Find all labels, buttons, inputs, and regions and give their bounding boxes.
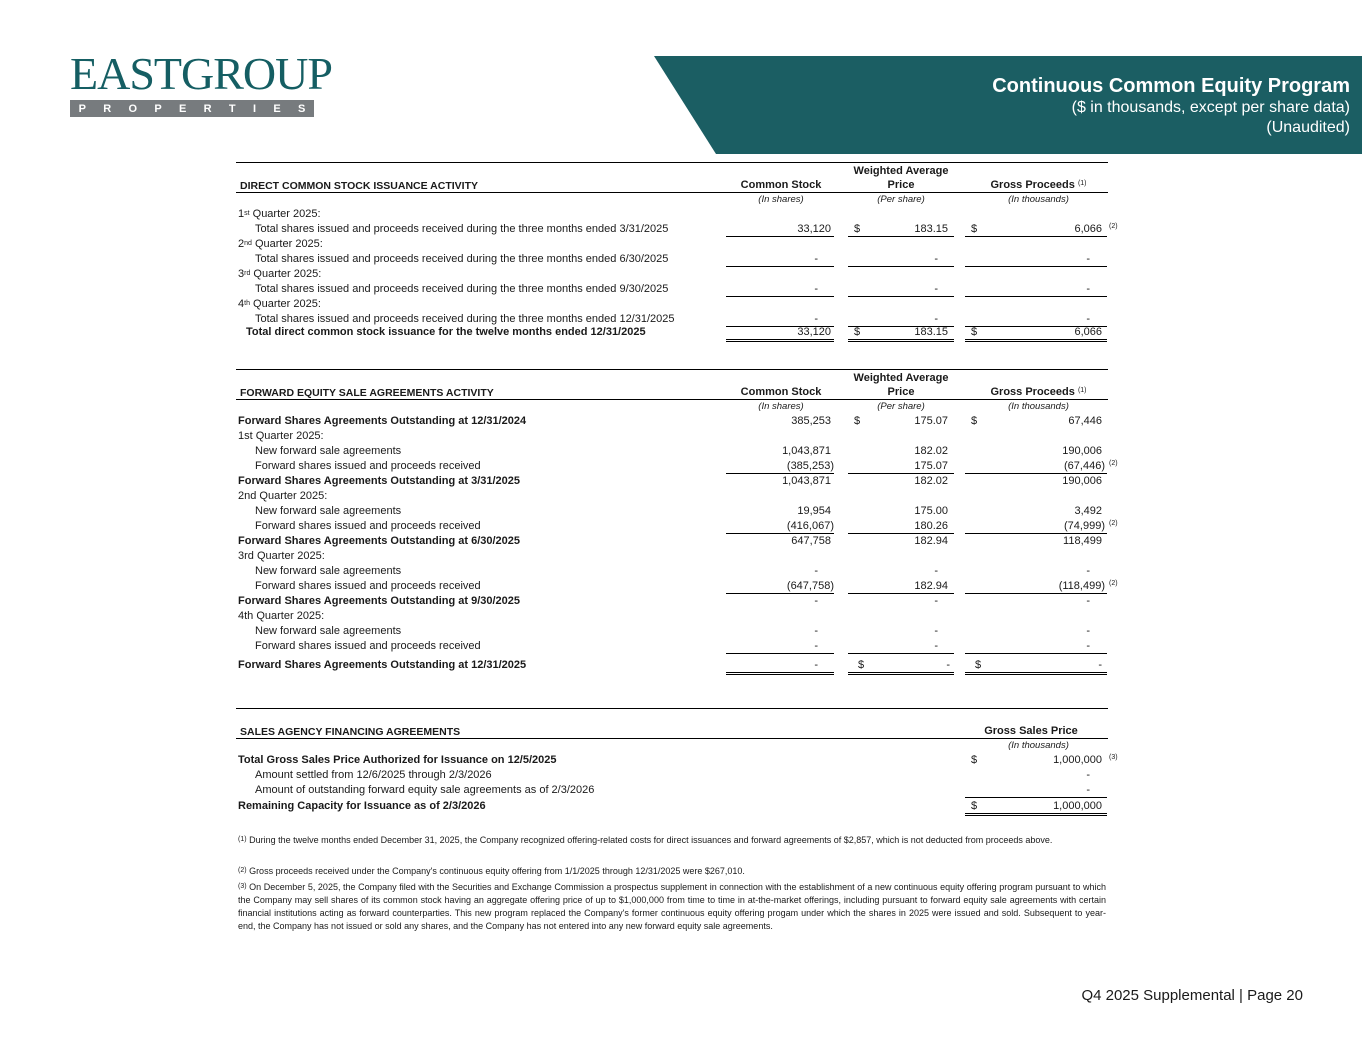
sales-agency-table xyxy=(236,708,1118,814)
table-row: New forward sale agreements - - - xyxy=(255,625,1090,637)
q2-heading: 2nd Quarter 2025: xyxy=(238,238,323,250)
col-weighted-price: Weighted Average Price xyxy=(853,372,949,398)
table-row: Remaining Capacity for Issuance as of 2/3/2026 $ 1,000,000 xyxy=(236,799,1108,814)
logo-letter: R xyxy=(103,102,112,115)
page-title: Continuous Common Equity Program xyxy=(992,75,1350,97)
unit-shares: (In shares) xyxy=(758,401,804,412)
unit-per-share: (Per share) xyxy=(877,401,925,412)
q1-heading: 1st Quarter 2025: xyxy=(238,208,321,220)
direct-issuance-table xyxy=(236,162,1118,340)
table-row: Forward shares issued and proceeds received (647,758) 182.94 (118,499) (2) xyxy=(255,580,1118,592)
logo-letter: S xyxy=(297,102,306,115)
page-footer: Q4 2025 Supplemental | Page 20 xyxy=(1081,987,1303,1004)
logo-wordmark: EASTGROUP xyxy=(70,48,332,99)
unit-thousands: (In thousands) xyxy=(1008,194,1069,205)
quarter-heading: 4th Quarter 2025: xyxy=(238,610,325,622)
forward-table-title: FORWARD EQUITY SALE AGREEMENTS ACTIVITY xyxy=(240,387,494,399)
unit-thousands: (In thousands) xyxy=(1008,401,1069,412)
logo-subtitle-bar xyxy=(70,100,314,117)
table-row: Total shares issued and proceeds received during the three months ended 9/30/2025 - - - xyxy=(236,282,1108,297)
footnote-2: $^{(2)}$ Gross proceeds received under the Company's continuous equity offering from 1/1/2025 through 12/31/2025 were $267,010. xyxy=(238,866,745,876)
footnote-1: $^{(1)}$ During the twelve months ended December 31, 2025, the Company recognized offering-related costs for direct issuances and forward agreements of $2,857, which is not deducted from proceeds above. xyxy=(238,835,1053,845)
table-row: Amount settled from 12/6/2025 through 2/3/2026 - xyxy=(255,769,1090,781)
unaudited-label: (Unaudited) xyxy=(1266,119,1350,136)
logo-letter: E xyxy=(179,102,187,115)
unit-per-share: (Per share) xyxy=(877,194,925,205)
direct-total-row: Total direct common stock issuance for the twelve months ended 12/31/2025 33,120 $ 183.15 $ 6,066 xyxy=(236,325,1108,340)
col-weighted-price: Weighted Average Price xyxy=(853,165,949,191)
col-gross-proceeds: Gross Proceeds $^{(1)}$ xyxy=(990,179,1087,191)
logo-letter: I xyxy=(252,102,257,115)
q4-heading: 4th Quarter 2025: xyxy=(238,298,321,310)
col-gross-proceeds: Gross Proceeds $^{(1)}$ xyxy=(990,386,1087,398)
forward-rows xyxy=(236,414,1118,654)
footnote-3: $^{(3)}$ On December 5, 2025, the Company filed with the Securities and Exchange Commission a prospectus supplement in connection with the establishment of a new continuous equity offering program pursuant to which the Company may sell shares of its common stock having an aggregate offering price of up to $1,000,000 from time to time in at-the-market offerings, including pursuant to forward equity sale agreements with certain financial institutions acting as forward counterparties. This new program replaced the Company's former continuous equity offering progam under which the shares in 2025 were issued and sold. Subsequent to year-end, the Company has not issued or sold any shares, and the Company has not entered into any new forward equity sale agreements. xyxy=(238,882,1106,931)
forward-final-row: Forward Shares Agreements Outstanding at 12/31/2025 - $ - $ - xyxy=(236,658,1108,673)
table-row: Forward shares issued and proceeds received (416,067) 180.26 (74,999) (2) xyxy=(255,520,1118,532)
company-logo xyxy=(70,48,332,117)
quarter-heading: 1st Quarter 2025: xyxy=(238,430,324,442)
table-row: New forward sale agreements 1,043,871 182.02 190,006 xyxy=(255,445,1102,457)
table-row: Total Gross Sales Price Authorized for Issuance on 12/5/2025 $ 1,000,000 (3) xyxy=(238,754,1118,766)
table-row: Amount of outstanding forward equity sale agreements as of 2/3/2026 - xyxy=(236,783,1108,798)
table-row: Total shares issued and proceeds received during the three months ended 6/30/2025 - - - xyxy=(236,252,1108,267)
unit-thousands: (In thousands) xyxy=(1008,740,1069,751)
table-row: Total shares issued and proceeds received during the three months ended 3/31/2025 33,120 $ 183.15 $ 6,066 (2) xyxy=(255,223,1118,235)
logo-letter: T xyxy=(228,102,236,115)
logo-letter: P xyxy=(78,102,86,115)
table-row: Forward shares issued and proceeds received - - - xyxy=(236,639,1108,654)
col-gross-sales-price: Gross Sales Price xyxy=(984,725,1078,737)
sales-table-title: SALES AGENCY FINANCING AGREEMENTS xyxy=(240,726,461,738)
page-subtitle: ($ in thousands, except per share data) xyxy=(1071,99,1350,116)
logo-letter: R xyxy=(203,102,212,115)
logo-letter: E xyxy=(273,102,281,115)
logo-letter: P xyxy=(154,102,162,115)
quarter-heading: 3rd Quarter 2025: xyxy=(238,550,325,562)
table-row: Total shares issued and proceeds received during the three months ended 12/31/2025 - - - xyxy=(236,312,1108,327)
table-row: Forward Shares Agreements Outstanding at 12/31/2024 385,253 175.07 67,446 $ $ xyxy=(238,415,1102,427)
table-row: New forward sale agreements 19,954 175.00 3,492 xyxy=(255,505,1102,517)
table-row: Forward Shares Agreements Outstanding at 6/30/2025 647,758 182.94 118,499 xyxy=(238,535,1102,547)
q3-heading: 3rd Quarter 2025: xyxy=(238,268,322,280)
table-row: Forward Shares Agreements Outstanding at 9/30/2025 - - - xyxy=(238,595,1090,607)
title-banner xyxy=(654,56,1362,154)
logo-letter: O xyxy=(128,102,138,115)
quarter-heading: 2nd Quarter 2025: xyxy=(238,490,328,502)
table-row: New forward sale agreements - - - xyxy=(255,565,1090,577)
col-common-stock: Common Stock xyxy=(740,179,822,191)
forward-equity-table xyxy=(236,369,1118,673)
table-row: Forward shares issued and proceeds received (385,253) 175.07 (67,446) (2) xyxy=(255,460,1118,472)
direct-table-title: DIRECT COMMON STOCK ISSUANCE ACTIVITY xyxy=(240,180,479,192)
table-row: Forward Shares Agreements Outstanding at 3/31/2025 1,043,871 182.02 190,006 xyxy=(238,475,1102,487)
col-common-stock: Common Stock xyxy=(740,386,822,398)
unit-shares: (In shares) xyxy=(758,194,804,205)
